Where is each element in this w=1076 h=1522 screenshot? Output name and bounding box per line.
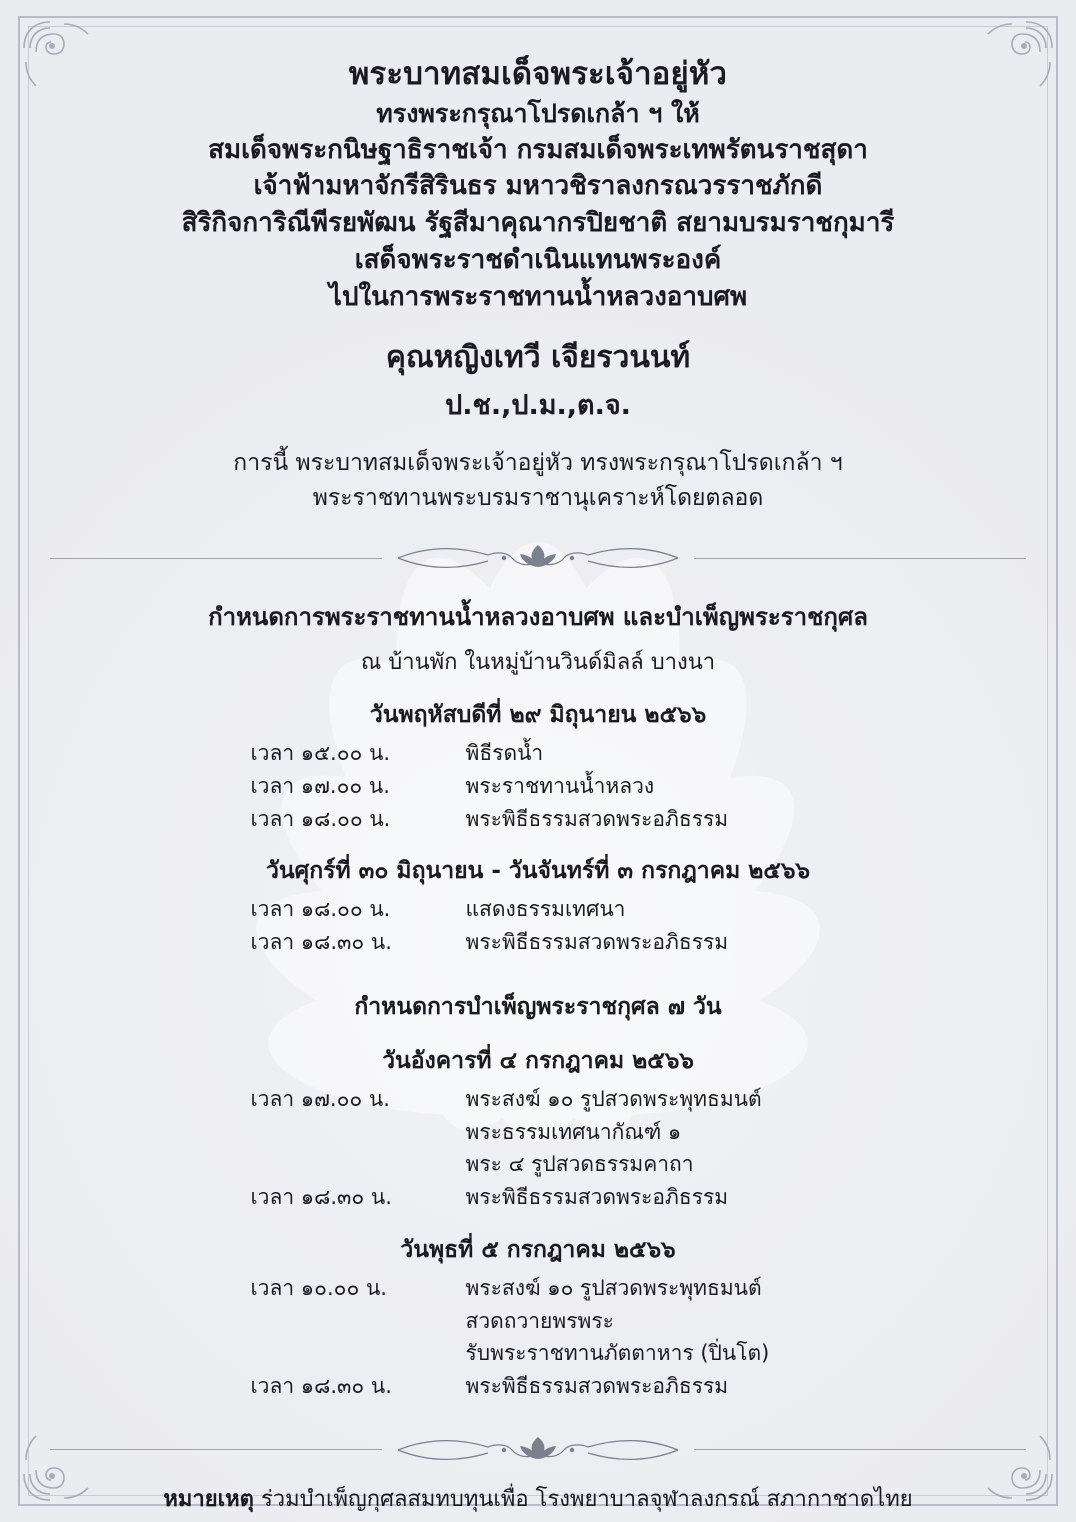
row-event: รับพระราชทานภัตตาหาร (ปิ่นโต)	[465, 1341, 770, 1366]
lotus-ornament-icon	[388, 541, 688, 575]
schedule-day	[50, 1043, 1026, 1214]
merit-section-title: กำหนดการบำเพ็ญพระราชกุศล ๗ วัน	[354, 993, 722, 1020]
lotus-ornament-icon	[388, 1433, 688, 1467]
lotus-divider-bottom	[50, 1433, 1026, 1467]
header-line-5: สิริกิจการิณีพีรยพัฒน รัฐสีมาคุณากรปิยชาติ สยามบรมราชกุมารี	[181, 208, 895, 239]
schedule-row	[50, 737, 1026, 770]
header-line-3: สมเด็จพระกนิษฐาธิราชเจ้า กรมสมเด็จพระเทพรัตนราชสุดา	[208, 134, 868, 165]
row-event: พระสงฆ์ ๑๐ รูปสวดพระพุทธมนต์	[465, 1275, 762, 1300]
row-time: เวลา ๑๐.๐๐ น.	[250, 1275, 387, 1300]
divider-rule-right	[694, 1449, 1026, 1450]
header-line-7: ไปในการพระราชทานน้ำหลวงอาบศพ	[328, 282, 748, 313]
row-time: เวลา ๑๗.๐๐ น.	[250, 773, 390, 798]
row-event: แสดงธรรมเทศนา	[465, 897, 626, 922]
row-time: เวลา ๑๕.๐๐ น.	[250, 741, 391, 766]
row-event: พระพิธีธรรมสวดพระอภิธรรม	[465, 1185, 729, 1210]
row-event: สวดถวายพรพระ	[465, 1308, 614, 1333]
footnote-label: หมายเหตุ	[163, 1486, 254, 1512]
schedule-row	[50, 893, 1026, 926]
patronage-line-1: การนี้ พระบาทสมเด็จพระเจ้าอยู่หัว ทรงพระกรุณาโปรดเกล้า ฯ	[233, 450, 843, 477]
header-line-6: เสด็จพระราชดำเนินแทนพระองค์	[354, 245, 722, 276]
schedule-row	[50, 1181, 1026, 1214]
schedule-day	[50, 1232, 1026, 1403]
document-content	[50, 52, 1026, 1512]
schedule-day	[50, 697, 1026, 835]
footnote	[50, 1481, 1026, 1516]
schedule-day	[50, 853, 1026, 959]
schedule-row	[50, 803, 1026, 836]
row-time: เวลา ๑๘.๐๐ น.	[250, 806, 391, 831]
deceased-name: คุณหญิงเทวี เจียรวนนท์	[385, 340, 691, 376]
schedule-row	[50, 770, 1026, 803]
day-rows	[50, 1083, 1026, 1214]
header-line-4: เจ้าฟ้ามหาจักรีสิรินธร มหาวชิราลงกรณวรราชภักดี	[253, 171, 823, 202]
footnote-text: ร่วมบำเพ็ญกุศลสมทบทุนเพื่อ โรงพยาบาลจุฬาลงกรณ์ สภากาชาดไทย	[260, 1486, 913, 1512]
day-title: วันพฤหัสบดีที่ ๒๙ มิถุนายน ๒๕๖๖	[369, 702, 707, 729]
day-title: วันอังคารที่ ๔ กรกฎาคม ๒๕๖๖	[382, 1047, 694, 1074]
day-rows	[50, 737, 1026, 835]
row-event: พระ ๔ รูปสวดธรรมคาถา	[465, 1152, 694, 1177]
deceased-orders: ป.ช.,ป.ม.,ต.จ.	[445, 390, 631, 422]
row-time: เวลา ๑๘.๓๐ น.	[250, 930, 392, 955]
day-title: วันพุธที่ ๕ กรกฎาคม ๒๕๖๖	[400, 1236, 676, 1263]
day-rows	[50, 893, 1026, 959]
header-line-2: ทรงพระกรุณาโปรดเกล้า ฯ ให้	[376, 99, 700, 129]
day-rows	[50, 1272, 1026, 1403]
schedule-row	[50, 1337, 1026, 1370]
row-time: เวลา ๑๘.๓๐ น.	[250, 1374, 392, 1399]
patronage-line-2: พระราชทานพระบรมราชานุเคราะห์โดยตลอด	[312, 484, 764, 511]
row-event: พระราชทานน้ำหลวง	[465, 773, 655, 798]
schedule-place: ณ บ้านพัก ในหมู่บ้านวินด์มิลล์ บางนา	[360, 650, 716, 676]
row-time: เวลา ๑๘.๓๐ น.	[250, 1185, 392, 1210]
schedule-row	[50, 1116, 1026, 1149]
schedule-row	[50, 926, 1026, 959]
row-event: พระพิธีธรรมสวดพระอภิธรรม	[465, 930, 729, 955]
row-time: เวลา ๑๘.๐๐ น.	[250, 897, 391, 922]
row-event: พระสงฆ์ ๑๐ รูปสวดพระพุทธมนต์	[465, 1086, 762, 1111]
divider-rule-left	[50, 558, 382, 559]
schedule-row	[50, 1083, 1026, 1116]
row-event: พระธรรมเทศนากัณฑ์ ๑	[465, 1119, 682, 1144]
row-time: เวลา ๑๗.๐๐ น.	[250, 1086, 390, 1111]
header-line-1: พระบาทสมเด็จพระเจ้าอยู่หัว	[348, 56, 728, 92]
schedule-row	[50, 1272, 1026, 1305]
row-event: พระพิธีธรรมสวดพระอภิธรรม	[465, 806, 729, 831]
schedule-title: กำหนดการพระราชทานน้ำหลวงอาบศพ และบำเพ็ญพระราชกุศล	[208, 603, 868, 632]
schedule-row	[50, 1305, 1026, 1338]
divider-rule-right	[694, 558, 1026, 559]
day-title: วันศุกร์ที่ ๓๐ มิถุนายน - วันจันทร์ที่ ๓ กรกฎาคม ๒๕๖๖	[265, 858, 811, 885]
royal-announcement	[50, 52, 1026, 316]
lotus-divider-top	[50, 541, 1026, 575]
schedule-row	[50, 1370, 1026, 1403]
schedule-row	[50, 1148, 1026, 1181]
divider-rule-left	[50, 1449, 382, 1450]
row-event: พระพิธีธรรมสวดพระอภิธรรม	[465, 1374, 729, 1399]
row-event: พิธีรดน้ำ	[465, 741, 544, 766]
